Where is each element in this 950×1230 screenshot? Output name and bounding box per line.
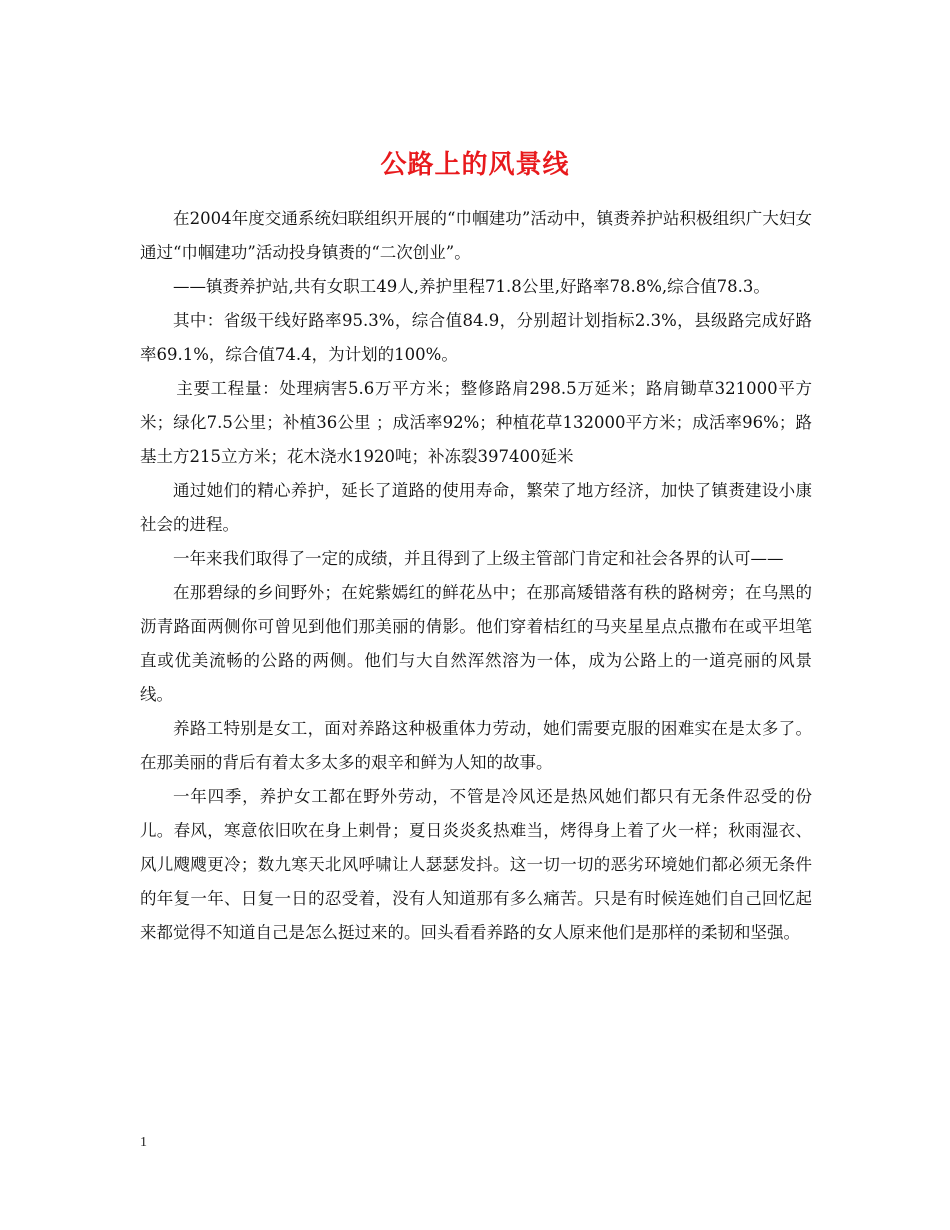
document-body (140, 202, 812, 950)
paragraph-intro: 在2004年度交通系统妇联组织开展的“巾帼建功”活动中，镇赉养护站积极组织广大妇女通过“巾帼建功”活动投身镇赉的“二次创业”。 (140, 209, 812, 262)
paragraph-station-stats: ——镇赉养护站,共有女职工49人,养护里程71.8公里,好路率78.8%,综合值78.3。 (173, 277, 770, 296)
paragraph-four-seasons: 一年四季，养护女工都在野外劳动，不管是冷风还是热风她们都只有无条件忍受的份儿。春风，寒意依旧吹在身上刺骨；夏日炎炎炙热难当，烤得身上着了火一样；秋雨湿衣、风儿飕飕更冷；数九寒天北风呼啸让人瑟瑟发抖。这一切一切的恶劣环境她们都必须无条件的年复一年、日复一日的忍受着，没有人知道那有多么痛苦。只是有时候连她们自己回忆起来都觉得不知道自己是怎么挺过来的。回头看看养路的女人原来他们是那样的柔韧和坚强。 (140, 787, 812, 942)
paragraph-scenery: 在那碧绿的乡间野外；在姹紫嫣红的鲜花丛中；在那高矮错落有秩的路树旁；在乌黑的沥青路面两侧你可曾见到他们那美丽的倩影。他们穿着桔红的马夹星星点点撒布在或平坦笔直或优美流畅的公路的两侧。他们与大自然浑然溶为一体，成为公路上的一道亮丽的风景线。 (140, 583, 812, 704)
paragraph-maintenance-result: 通过她们的精心养护，延长了道路的使用寿命，繁荣了地方经济，加快了镇赉建设小康社会的进程。 (140, 481, 812, 534)
document-title: 公路上的风景线 (380, 150, 570, 181)
paragraph-hardship: 养路工特别是女工，面对养路这种极重体力劳动，她们需要克服的困难实在是太多了。在那美丽的背后有着太多太多的艰辛和鲜为人知的故事。 (140, 719, 812, 772)
paragraph-workload: 主要工程量：处理病害5.6万平方米；整修路肩298.5万延米；路肩锄草321000平方米；绿化7.5公里；补植36公里 ；成活率92%；种植花草132000平方米；成活率96%；路基土方215立方米；花木浇水1920吨；补冻裂397400延米 (140, 379, 812, 466)
paragraph-road-rates: 其中：省级干线好路率95.3%，综合值84.9，分别超计划指标2.3%，县级路完成好路率69.1%，综合值74.4，为计划的100%。 (140, 311, 812, 364)
page-number: 1 (140, 1135, 147, 1150)
paragraph-achievement: 一年来我们取得了一定的成绩，并且得到了上级主管部门肯定和社会各界的认可—— (173, 549, 784, 568)
